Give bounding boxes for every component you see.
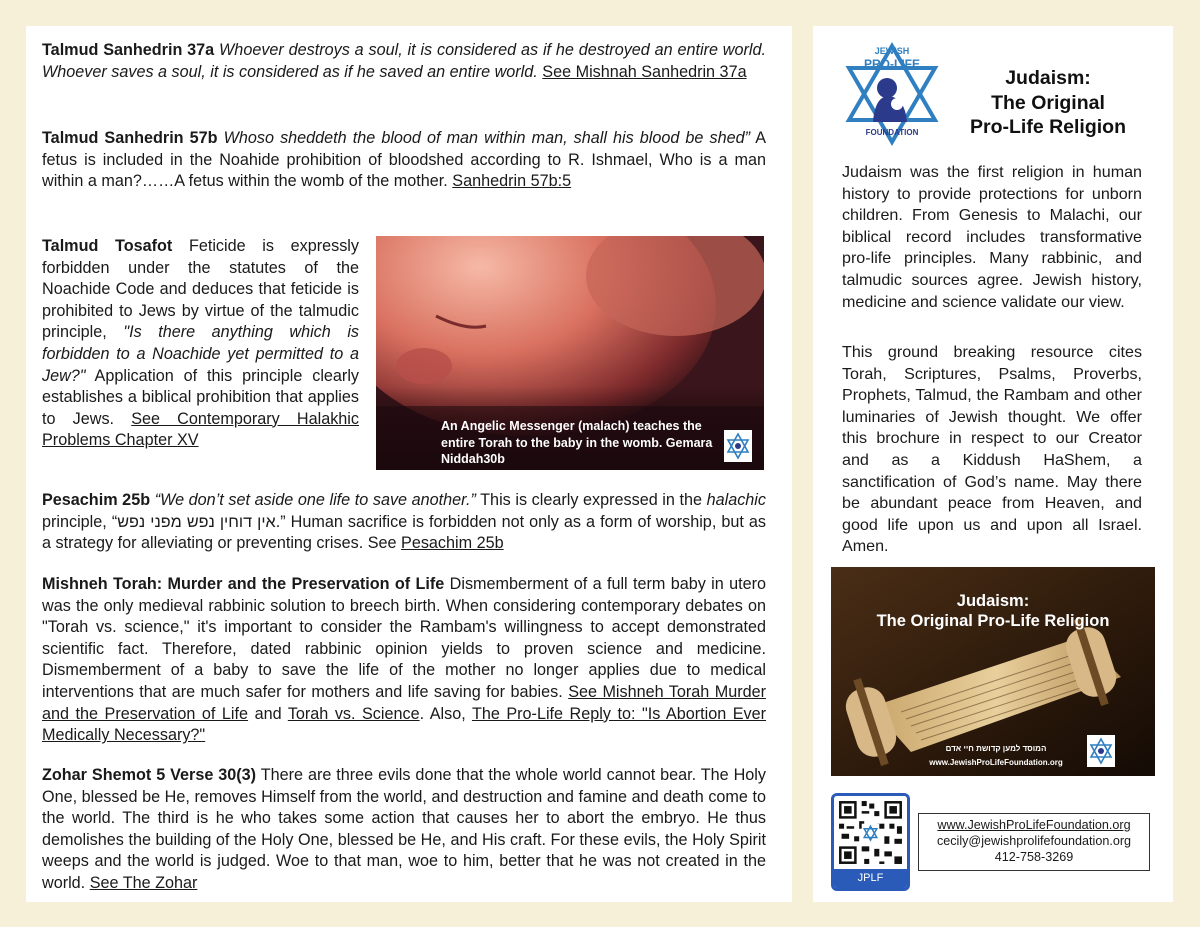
link-mishneh-torah-murder[interactable]: See Mishneh Torah Murder and the Preservation of Life [42,682,767,723]
scroll-hebrew-text: המוסד למען קדושת חיי אדם [945,744,1047,753]
quote: Whoso sheddeth the blood of man within man, shall his blood be shed” [223,129,750,147]
scroll-title-line-1: Judaism: [956,592,1030,610]
email-text[interactable]: cecily@jewishprolifefoundation.org [936,834,1132,849]
body-text-2: Application of this principle clearly establishes a biblical prohibition that applies to Jews. [42,366,360,428]
phone-text: 412-758-3269 [994,850,1074,865]
jplf-star-logo-icon [1087,735,1115,767]
logo-mid-text: PRO-LIFE [864,57,920,71]
brochure-title [930,66,1166,140]
logo-top-text: JEWISH [874,46,910,56]
heading: Talmud Tosafot [42,237,173,255]
paragraph-zohar [42,765,766,895]
scroll-url: www.JewishProLifeFoundation.org [929,758,1063,767]
qr-code-card[interactable] [831,793,910,891]
link-sanhedrin-57b[interactable]: Sanhedrin 57b:5 [452,172,572,191]
quote: “We don’t set aside one life to save another.” [154,491,476,509]
intro-paragraph: Judaism was the first religion in human history to provide protections for unborn children. From Genesis to Malachi, our biblical record includes transformative pro-life principles. Many rabbinic, and talmudic sources agree. Jewish history, medicine and science validate our view. [842,163,1142,311]
fetus-caption: An Angelic Messenger (malach) teaches the entire Torah to the baby in the womb. Gemara Niddah30b [441,419,713,467]
halachic-word: halachic [706,491,767,509]
and-text: and [254,704,282,723]
body-text-2: principle, “אין דוחין נפש מפני נפש.” Human sacrifice is forbidden not only as a form of worship, but as a strategy for alleviating or preventing crises. See [42,512,767,553]
link-mishnah-sanhedrin-37a[interactable]: See Mishnah Sanhedrin 37a [542,62,747,81]
qr-code-icon [834,796,907,869]
also-text: . Also, [419,704,466,723]
scroll-title [831,591,1155,631]
link-pesachim-25b[interactable]: Pesachim 25b [401,534,504,553]
heading: Talmud Sanhedrin 57b [42,129,218,147]
title-line-2: The Original [991,91,1105,114]
heading: Mishneh Torah: Murder and the Preservation of Life [42,575,445,593]
fetus-image [376,236,764,470]
jplf-star-logo-icon [724,430,752,462]
scroll-title-line-2: The Original Pro-Life Religion [876,612,1110,630]
paragraph-sanhedrin-57b [42,128,766,193]
link-contemporary-halakhic-problems[interactable]: See Contemporary Halakhic Problems Chapter XV [42,409,359,450]
heading: Zohar Shemot 5 Verse 30(3) [42,766,257,784]
body-text: This is clearly expressed in the [480,491,702,509]
paragraph-sanhedrin-37a [42,40,766,83]
link-pro-life-reply[interactable]: The Pro-Life Reply to: "Is Abortion Ever Medically Necessary?" [42,704,767,745]
body-text: Feticide is expressly forbidden under the statutes of the Noachide Code and deduces that feticide is prohibited to Jews by virtue of the talmudic principle, [42,237,359,342]
body-text: There are three evils done that the whole world cannot bear. The Holy One, blessed be He, removes Himself from the world, and destruction and famine and death come to the world. The third is he who takes some action that causes her to abort the embryo. He thus demolishes the building of the Holy One, blessed be He, and His craft. For these evils, the Holy Spirit weeps and the world is judged. Woe to that man, woe to him, better that he was not created in the world. [42,766,766,892]
quote: "Is there anything which is forbidden to a Noachide yet permitted to a Jew?" [42,323,360,385]
website-link[interactable]: www.JewishProLifeFoundation.org [937,818,1131,832]
qr-label: JPLF [834,869,907,888]
title-line-1: Judaism: [1005,67,1091,89]
paragraph-tosafot [42,236,359,452]
body-text: A fetus is included in the Noahide prohibition of bloodshed according to R. Ishmael, Who is a man within a man?……A fetus within the womb of the mother. [42,129,766,191]
link-torah-vs-science[interactable]: Torah vs. Science [287,704,420,723]
link-the-zohar[interactable]: See The Zohar [89,873,198,892]
heading: Talmud Sanhedrin 37a [42,41,215,59]
quote: Whoever destroys a soul, it is considered as if he destroyed an entire world. Whoever saves a soul, it is considered as if he saved an entire world. [42,41,766,81]
resource-paragraph: This ground breaking resource cites Torah, Scriptures, Psalms, Proverbs, Prophets, Talmud, the Rambam and other luminaries of Jewish thought. We offer this brochure in respect to our Creator and as a Kiddush HaShem, a sanctification of God’s name. May there be abundant peace from Heaven, and good life upon us and upon all Israel. Amen. [842,343,1142,556]
torah-scroll-image [831,567,1155,776]
body-text: Dismemberment of a full term baby in utero was the only medieval rabbinic solution to breech birth. When considering contemporary debates on "Torah vs. science," it's important to consider the Rambam's willingness to accept demonstrated scientific fact. Therefore, dated rabbinic opinion yields to proven science and medicine. Dismemberment of a baby to save the life of the mother no longer applies due to medical interventions that are much safer for mothers and life saving for babies. [42,575,767,701]
logo-bottom-text: FOUNDATION [865,128,919,137]
paragraph-mishneh-torah [42,574,766,747]
paragraph-pesachim-25b [42,490,766,555]
contact-box [918,813,1150,871]
title-line-3: Pro-Life Religion [970,116,1126,139]
heading: Pesachim 25b [42,491,151,509]
